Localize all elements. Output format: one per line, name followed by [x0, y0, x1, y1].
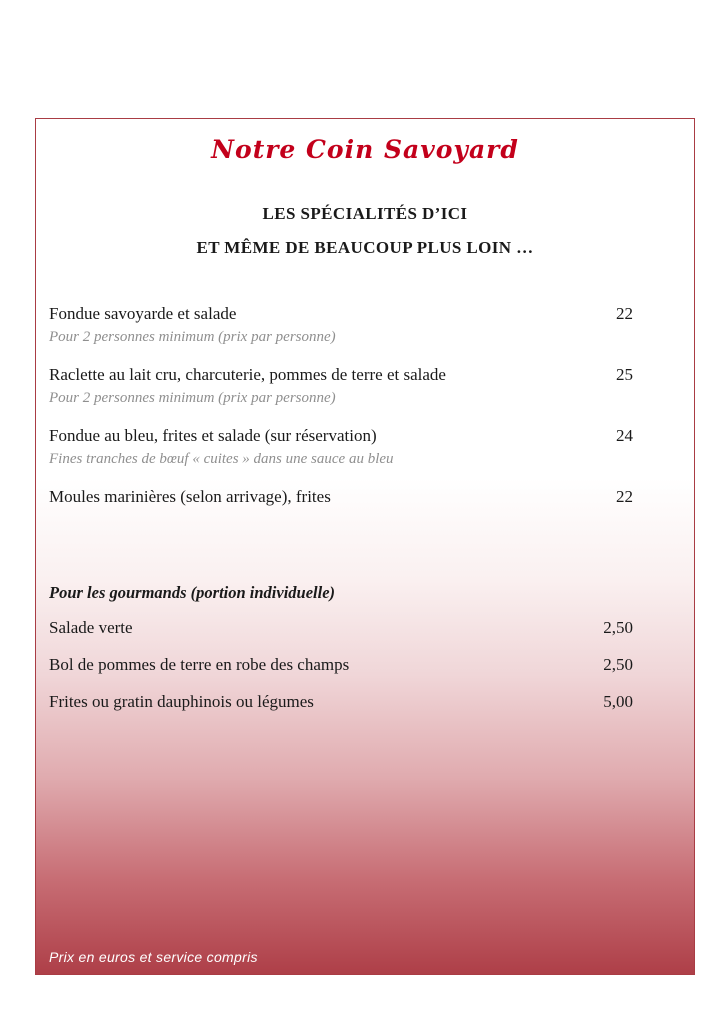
- menu-item-row: [49, 653, 633, 677]
- gourmands-section: [49, 583, 633, 714]
- menu-item-price: 2,50: [603, 655, 633, 674]
- menu-item-note: Pour 2 personnes minimum (prix par personne): [49, 329, 336, 345]
- menu-item: [49, 424, 633, 469]
- menu-item-name: Frites ou gratin dauphinois ou légumes: [49, 692, 314, 711]
- menu-content: [36, 302, 694, 714]
- menu-item-price: 2,50: [603, 618, 633, 637]
- restaurant-name: Notre Coin Savoyard: [211, 135, 519, 164]
- menu-item-row: [49, 690, 633, 714]
- menu-item-price: 25: [616, 365, 633, 384]
- menu-item-name: Moules marinières (selon arrivage), frites: [49, 487, 331, 506]
- menu-item: [49, 485, 633, 509]
- menu-item-note: Fines tranches de bœuf « cuites » dans une sauce au bleu: [49, 451, 394, 467]
- menu-item-price: 22: [616, 487, 633, 506]
- menu-item-row: [49, 363, 633, 387]
- gourmands-section-title: Pour les gourmands (portion individuelle): [49, 583, 336, 602]
- menu-item-name: Salade verte: [49, 618, 133, 637]
- menu-item-note: Pour 2 personnes minimum (prix par personne): [49, 390, 336, 406]
- menu-card: [35, 118, 695, 975]
- specialties-list: [49, 302, 633, 509]
- menu-item-name: Fondue savoyarde et salade: [49, 304, 237, 323]
- menu-item-name: Bol de pommes de terre en robe des champs: [49, 655, 350, 674]
- menu-item-name: Raclette au lait cru, charcuterie, pommes de terre et salade: [49, 365, 446, 384]
- menu-item-name: Fondue au bleu, frites et salade (sur réservation): [49, 426, 377, 445]
- menu-item-row: [49, 302, 633, 326]
- menu-item-row: [49, 616, 633, 640]
- menu-item-price: 22: [616, 304, 633, 323]
- menu-heading-line2: ET MÊME DE BEAUCOUP PLUS LOIN …: [196, 238, 534, 257]
- menu-item-price: 24: [616, 426, 633, 445]
- menu-item: [49, 363, 633, 408]
- menu-item-row: [49, 485, 633, 509]
- footer-note: Prix en euros et service compris: [49, 949, 258, 965]
- menu-item: [49, 302, 633, 347]
- menu-item-row: [49, 424, 633, 448]
- menu-heading-line1: LES SPÉCIALITÉS D’ICI: [262, 204, 468, 223]
- menu-item-price: 5,00: [603, 692, 633, 711]
